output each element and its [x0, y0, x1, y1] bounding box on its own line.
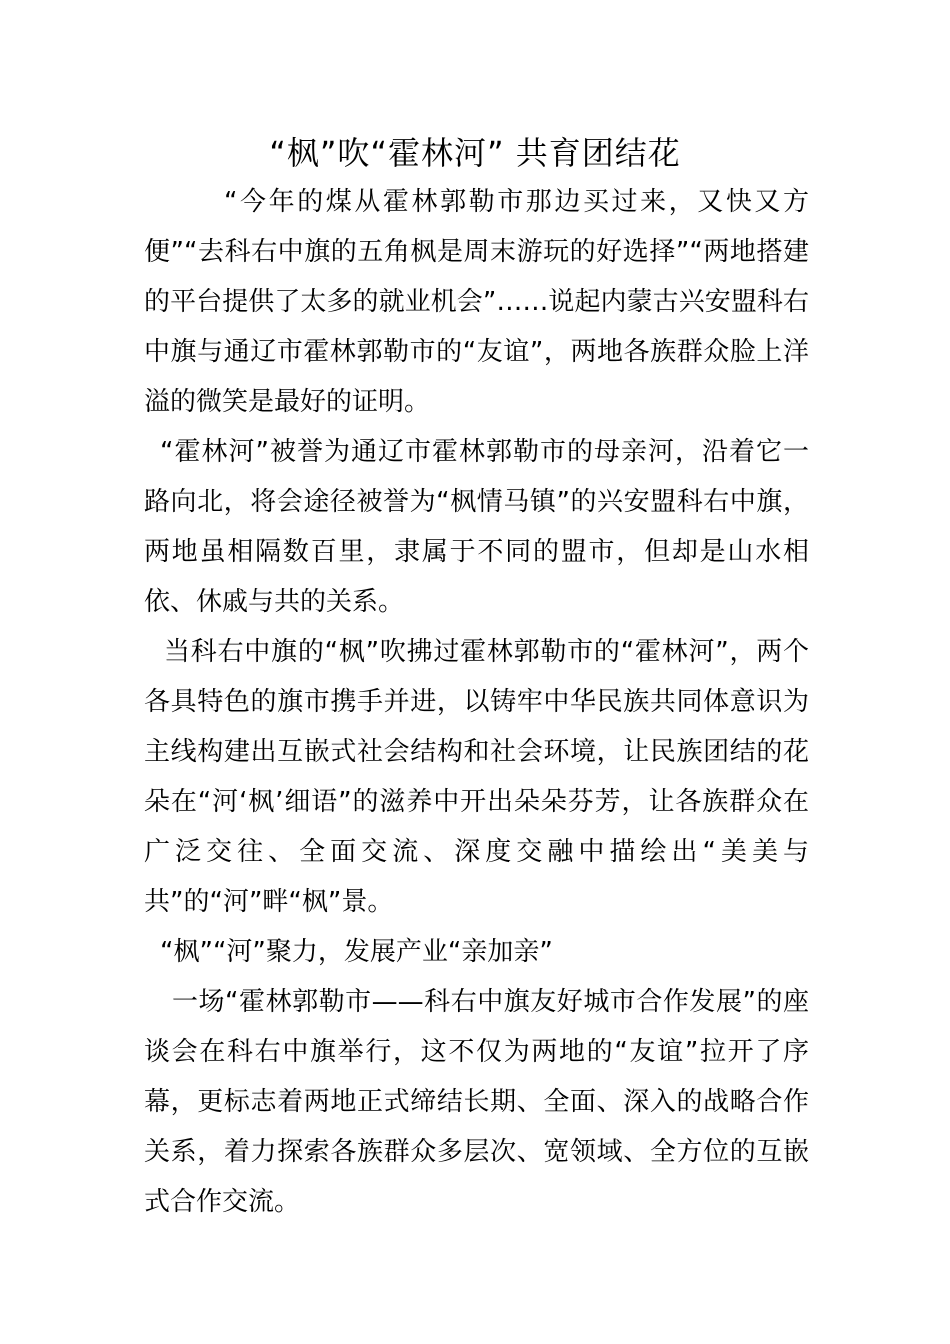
article-title: “枫”吹“霍林河” 共育团结花	[269, 134, 681, 172]
paragraph-symposium: 一场“霍林郭勒市——科右中旗友好城市合作发展”的座谈会在科右中旗举行，这不仅为两地的“友谊”拉开了序幕，更标志着两地正式缔结长期、全面、深入的战略合作关系，着力探索各族群众多层次、宽领域、全方位的互嵌式合作交流。	[144, 987, 809, 1217]
paragraph-huolin-river: “霍林河”被誉为通辽市霍林郭勒市的母亲河，沿着它一路向北，将会途径被誉为“枫情马镇”的兴安盟科右中旗，两地虽相隔数百里，隶属于不同的盟市，但却是山水相依、休戚与共的关系。	[144, 437, 809, 617]
section-heading: “枫”“河”聚力，发展产业“亲加亲”	[160, 937, 553, 967]
paragraph-intro: “今年的煤从霍林郭勒市那边买过来，又快又方便”“去科右中旗的五角枫是周末游玩的好选择”“两地搭建的平台提供了太多的就业机会”……说起内蒙古兴安盟科右中旗与通辽市霍林郭勒市的“友谊”，两地各族群众脸上洋溢的微笑是最好的证明。	[144, 187, 809, 417]
paragraph-maple-river: 当科右中旗的“枫”吹拂过霍林郭勒市的“霍林河”，两个各具特色的旗市携手并进，以铸牢中华民族共同体意识为主线构建出互嵌式社会结构和社会环境，让民族团结的花朵在“河‘枫’细语”的滋养中开出朵朵芬芳，让各族群众在广泛交往、全面交流、深度交融中描绘出“美美与共”的“河”畔“枫”景。	[144, 637, 809, 917]
